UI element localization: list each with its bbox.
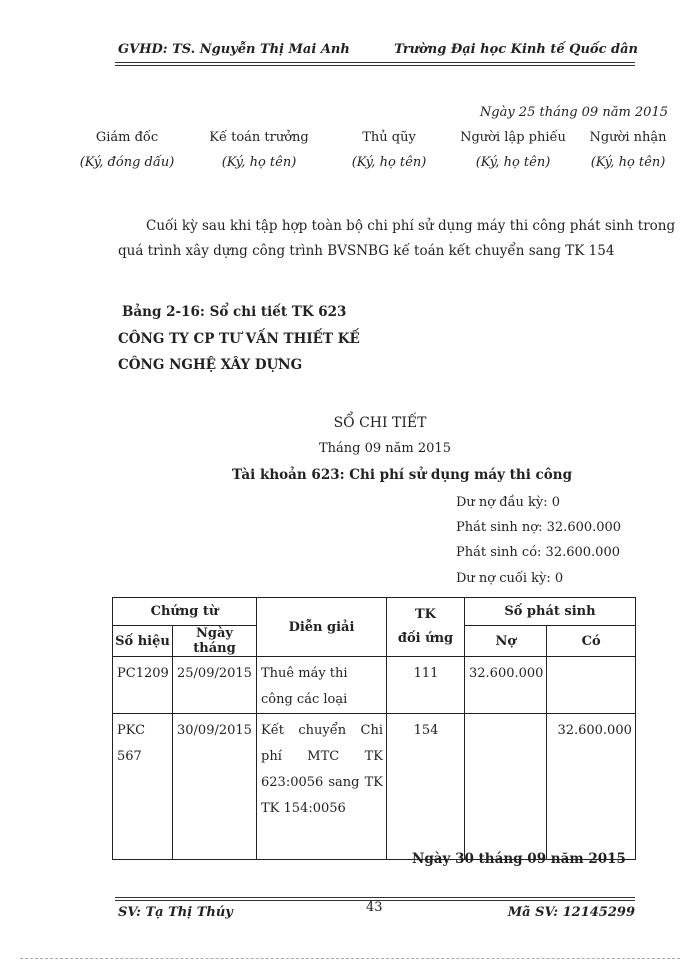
signature-title-director: Giám đốc	[95, 130, 159, 145]
signature-sub-receiver: (Ký, họ tên)	[590, 155, 666, 170]
company-line-1: CÔNG TY CP TƯ VẤN THIẾT KẾ	[118, 331, 360, 347]
header-voucher: Chứng từ	[113, 598, 257, 626]
company-line-2: CÔNG NGHỆ XÂY DỰNG	[118, 357, 303, 373]
footer-rule	[115, 897, 635, 898]
ledger-footer-date: Ngày 30 tháng 09 năm 2015	[412, 851, 626, 867]
row-1-date: 25/09/2015	[177, 666, 252, 681]
header-account	[387, 598, 465, 657]
table-row	[113, 657, 636, 714]
header-university: Trường Đại học Kinh tế Quốc dân	[394, 42, 638, 57]
header-description: Diễn giải	[257, 598, 387, 657]
page-number: 43	[366, 900, 383, 915]
signature-date: Ngày 25 tháng 09 năm 2015	[479, 105, 668, 120]
row-1-debit: 32.600.000	[469, 666, 544, 681]
balance-credit: Phát sinh có: 32.600.000	[456, 545, 620, 560]
header-date: Ngày tháng	[173, 626, 257, 657]
footer-student-id: Mã SV: 12145299	[507, 905, 635, 920]
row-1-description: Thuê máy thi công các loại	[261, 666, 348, 707]
signature-sub-treasurer: (Ký, họ tên)	[351, 155, 427, 170]
row-2-credit: 32.600.000	[557, 723, 632, 738]
header-debit: Nợ	[465, 626, 547, 657]
header-rule-2	[115, 65, 635, 66]
row-2-account: 154	[413, 723, 439, 738]
header-account-line-1: TK	[415, 607, 436, 622]
table-row	[113, 714, 636, 860]
header-credit: Có	[547, 626, 635, 657]
row-1-account: 111	[413, 666, 439, 681]
header-account-line-2: đối ứng	[397, 631, 454, 646]
page-edge-divider	[20, 958, 680, 959]
row-2-debit	[465, 714, 546, 718]
row-1-credit	[547, 657, 634, 661]
ledger-title: SỔ CHI TIẾT	[333, 415, 427, 431]
table-header-row-1	[113, 598, 636, 626]
signature-title-preparer: Người lập phiếu	[460, 130, 566, 145]
signature-title-chief-accountant: Kế toán trưởng	[209, 130, 309, 145]
row-2-date: 30/09/2015	[177, 723, 252, 738]
signature-title-receiver: Người nhận	[589, 130, 667, 145]
table-caption: Bảng 2-16: Sổ chi tiết TK 623	[122, 304, 347, 320]
ledger-month: Tháng 09 năm 2015	[319, 441, 451, 456]
signature-title-treasurer: Thủ qũy	[362, 130, 416, 145]
paragraph-line-2: quá trình xây dựng công trình BVSNBG kế toán kết chuyển sang TK 154	[118, 243, 615, 259]
balance-closing: Dư nợ cuối kỳ: 0	[456, 571, 564, 586]
ledger-account: Tài khoản 623: Chi phí sử dụng máy thi công	[232, 467, 573, 483]
paragraph-line-1: Cuối kỳ sau khi tập hợp toàn bộ chi phí sử dụng máy thi công phát sinh trong	[146, 218, 676, 234]
header-rule	[115, 62, 635, 63]
header-amount: Số phát sinh	[465, 598, 636, 626]
row-2-number: PKC 567	[117, 723, 146, 764]
header-advisor: GVHD: TS. Nguyễn Thị Mai Anh	[118, 42, 350, 57]
footer-student: SV: Tạ Thị Thúy	[118, 905, 233, 920]
row-2-description: Kết chuyển Chi phí MTC TK 623:0056 sang TK TK 154:0056	[261, 723, 383, 816]
signature-sub-chief-accountant: (Ký, họ tên)	[221, 155, 297, 170]
balance-opening: Dư nợ đầu kỳ: 0	[456, 495, 561, 510]
header-number: Số hiệu	[113, 626, 173, 657]
signature-sub-preparer: (Ký, họ tên)	[475, 155, 551, 170]
ledger-table	[112, 597, 636, 860]
signature-sub-director: (Ký, đóng dấu)	[79, 155, 175, 170]
balance-debit: Phát sinh nợ: 32.600.000	[456, 520, 622, 535]
row-1-number: PC1209	[117, 666, 169, 681]
